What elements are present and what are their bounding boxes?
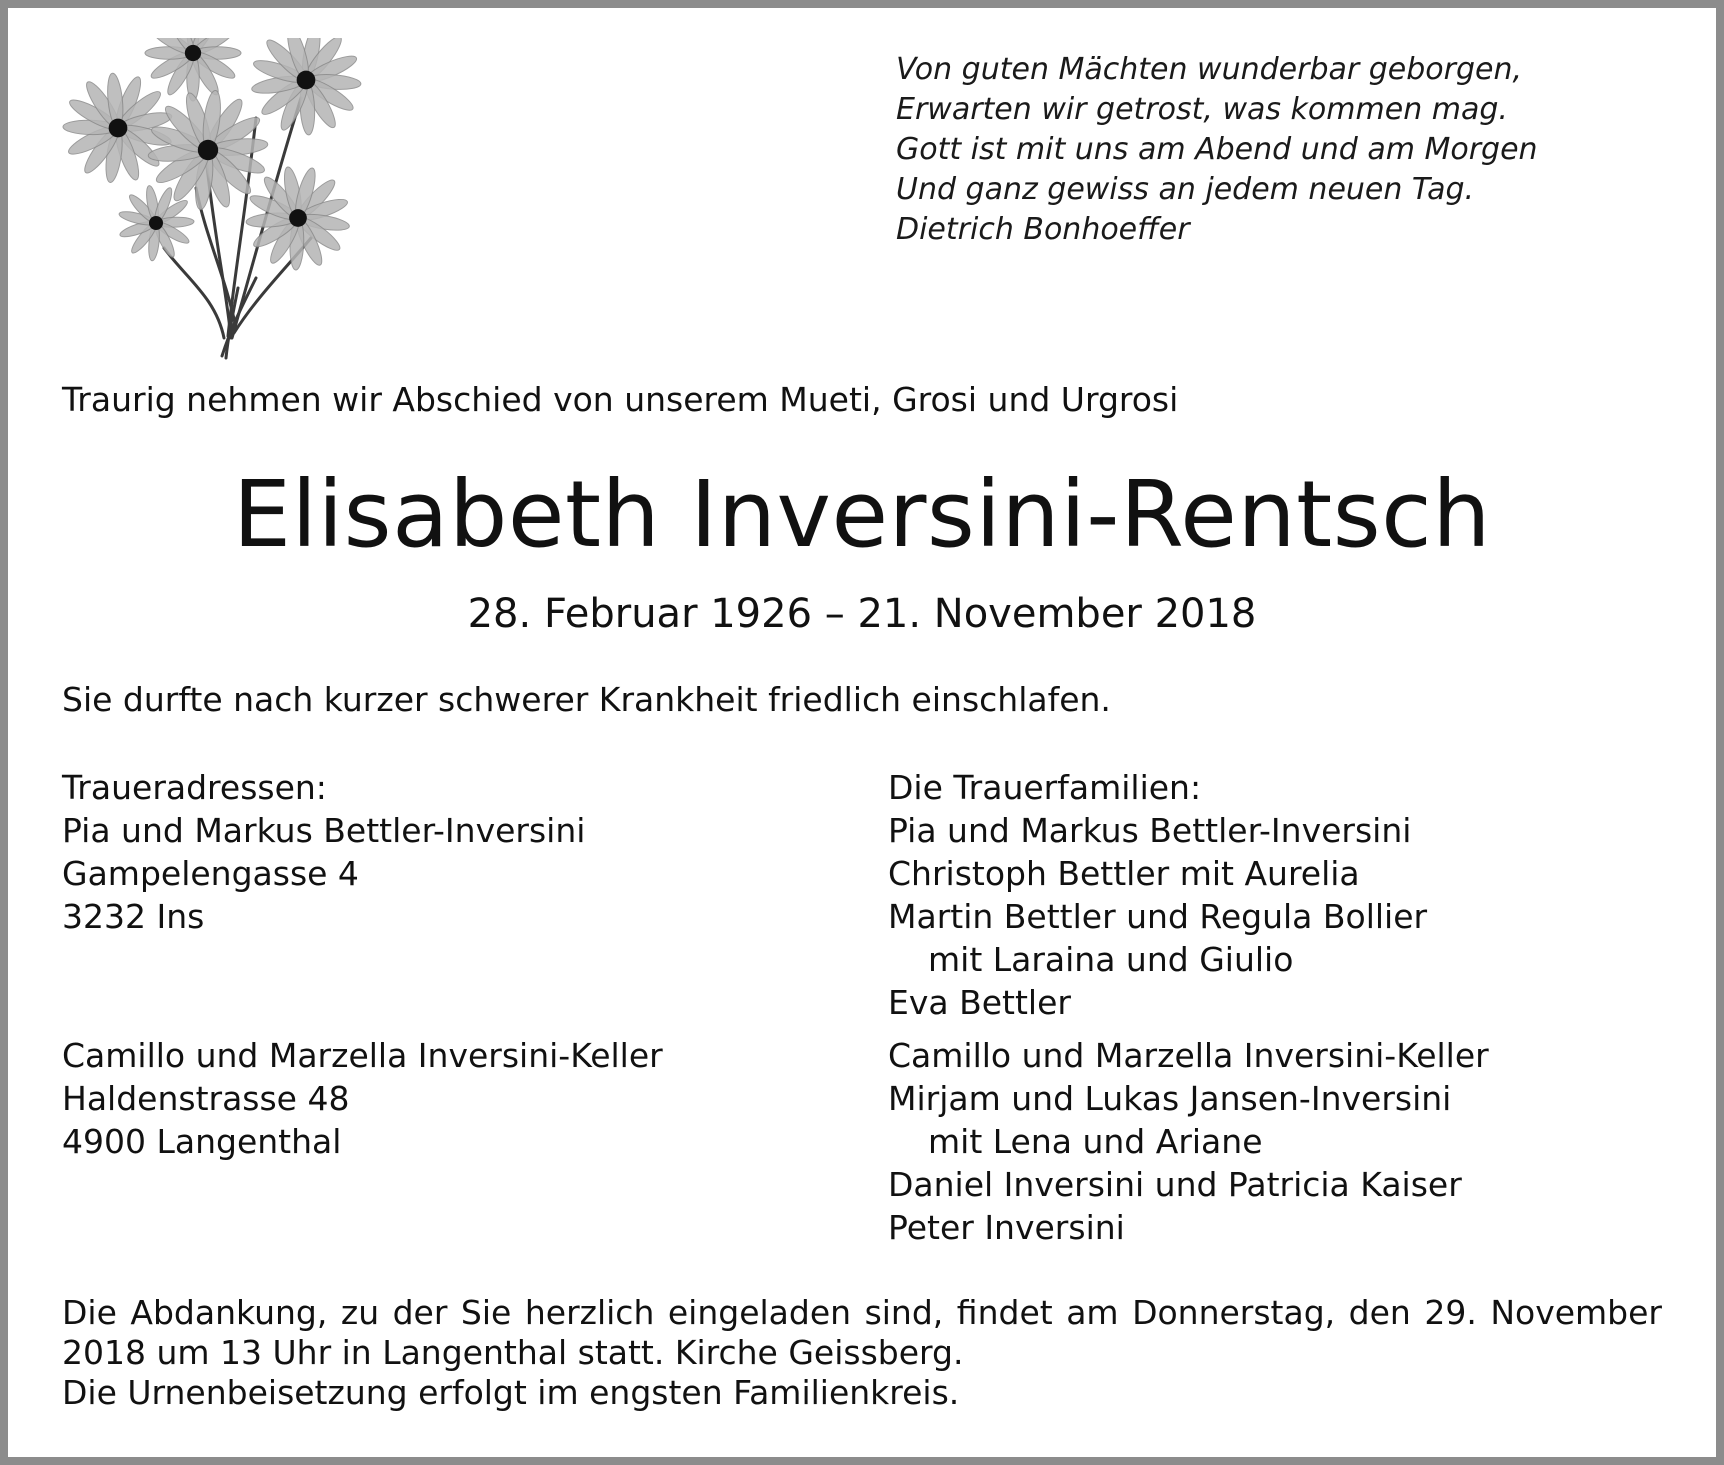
mourning-families — [888, 766, 1427, 1024]
poem-line: Von guten Mächten wunderbar geborgen, — [896, 52, 1523, 87]
funeral-info-line: Die Abdankung, zu der Sie herzlich eingeladen sind, findet am Donnerstag, den 29. November — [62, 1293, 1662, 1332]
poem-line: Und ganz gewiss an jedem neuen Tag. — [896, 172, 1475, 207]
address-line: Haldenstrasse 48 — [62, 1079, 350, 1118]
family-line: mit Lena und Ariane — [928, 1122, 1263, 1161]
address-line: Gampelengasse 4 — [62, 854, 359, 893]
poem-author: Dietrich Bonhoeffer — [896, 212, 1190, 247]
deceased-name: Elisabeth Inversini-Rentsch — [232, 461, 1492, 568]
mourning-addresses — [62, 766, 585, 938]
flower-blossom — [251, 38, 362, 135]
address-line: 3232 Ins — [62, 897, 205, 936]
mourning-address-second — [62, 1034, 663, 1163]
poem-quote — [896, 50, 1538, 250]
family-line: Mirjam und Lukas Jansen-Inversini — [888, 1079, 1452, 1118]
life-dates: 28. Februar 1926 – 21. November 2018 — [467, 591, 1257, 637]
families-heading: Die Trauerfamilien: — [888, 768, 1202, 807]
address-line: 4900 Langenthal — [62, 1122, 342, 1161]
funeral-info — [62, 1293, 1662, 1413]
burial-info-line: Die Urnenbeisetzung erfolgt im engsten Familienkreis. — [62, 1373, 960, 1412]
passing-text: Sie durfte nach kurzer schwerer Krankheit friedlich einschlafen. — [62, 680, 1111, 719]
family-line: mit Laraina und Giulio — [928, 940, 1294, 979]
poem-line: Gott ist mit uns am Abend und am Morgen — [896, 132, 1538, 167]
address-line: Pia und Markus Bettler-Inversini — [62, 811, 586, 850]
poem-line: Erwarten wir getrost, was kommen mag. — [896, 92, 1508, 127]
family-line: Peter Inversini — [888, 1208, 1125, 1247]
family-line: Camillo und Marzella Inversini-Keller — [888, 1036, 1489, 1075]
family-line: Eva Bettler — [888, 983, 1071, 1022]
family-line: Pia und Markus Bettler-Inversini — [888, 811, 1412, 850]
addresses-heading: Traueradressen: — [62, 768, 327, 807]
family-line: Christoph Bettler mit Aurelia — [888, 854, 1360, 893]
funeral-info-line: 2018 um 13 Uhr in Langenthal statt. Kirche Geissberg. — [62, 1333, 964, 1372]
family-line: Daniel Inversini und Patricia Kaiser — [888, 1165, 1462, 1204]
obituary-notice — [8, 8, 1716, 1457]
flower-bouquet-icon — [56, 38, 386, 368]
address-line: Camillo und Marzella Inversini-Keller — [62, 1036, 663, 1075]
family-line: Martin Bettler und Regula Bollier — [888, 897, 1428, 936]
flower-blossom — [246, 166, 351, 271]
intro-text: Traurig nehmen wir Abschied von unserem Mueti, Grosi und Urgrosi — [62, 380, 1179, 419]
mourning-families-second — [888, 1034, 1489, 1249]
